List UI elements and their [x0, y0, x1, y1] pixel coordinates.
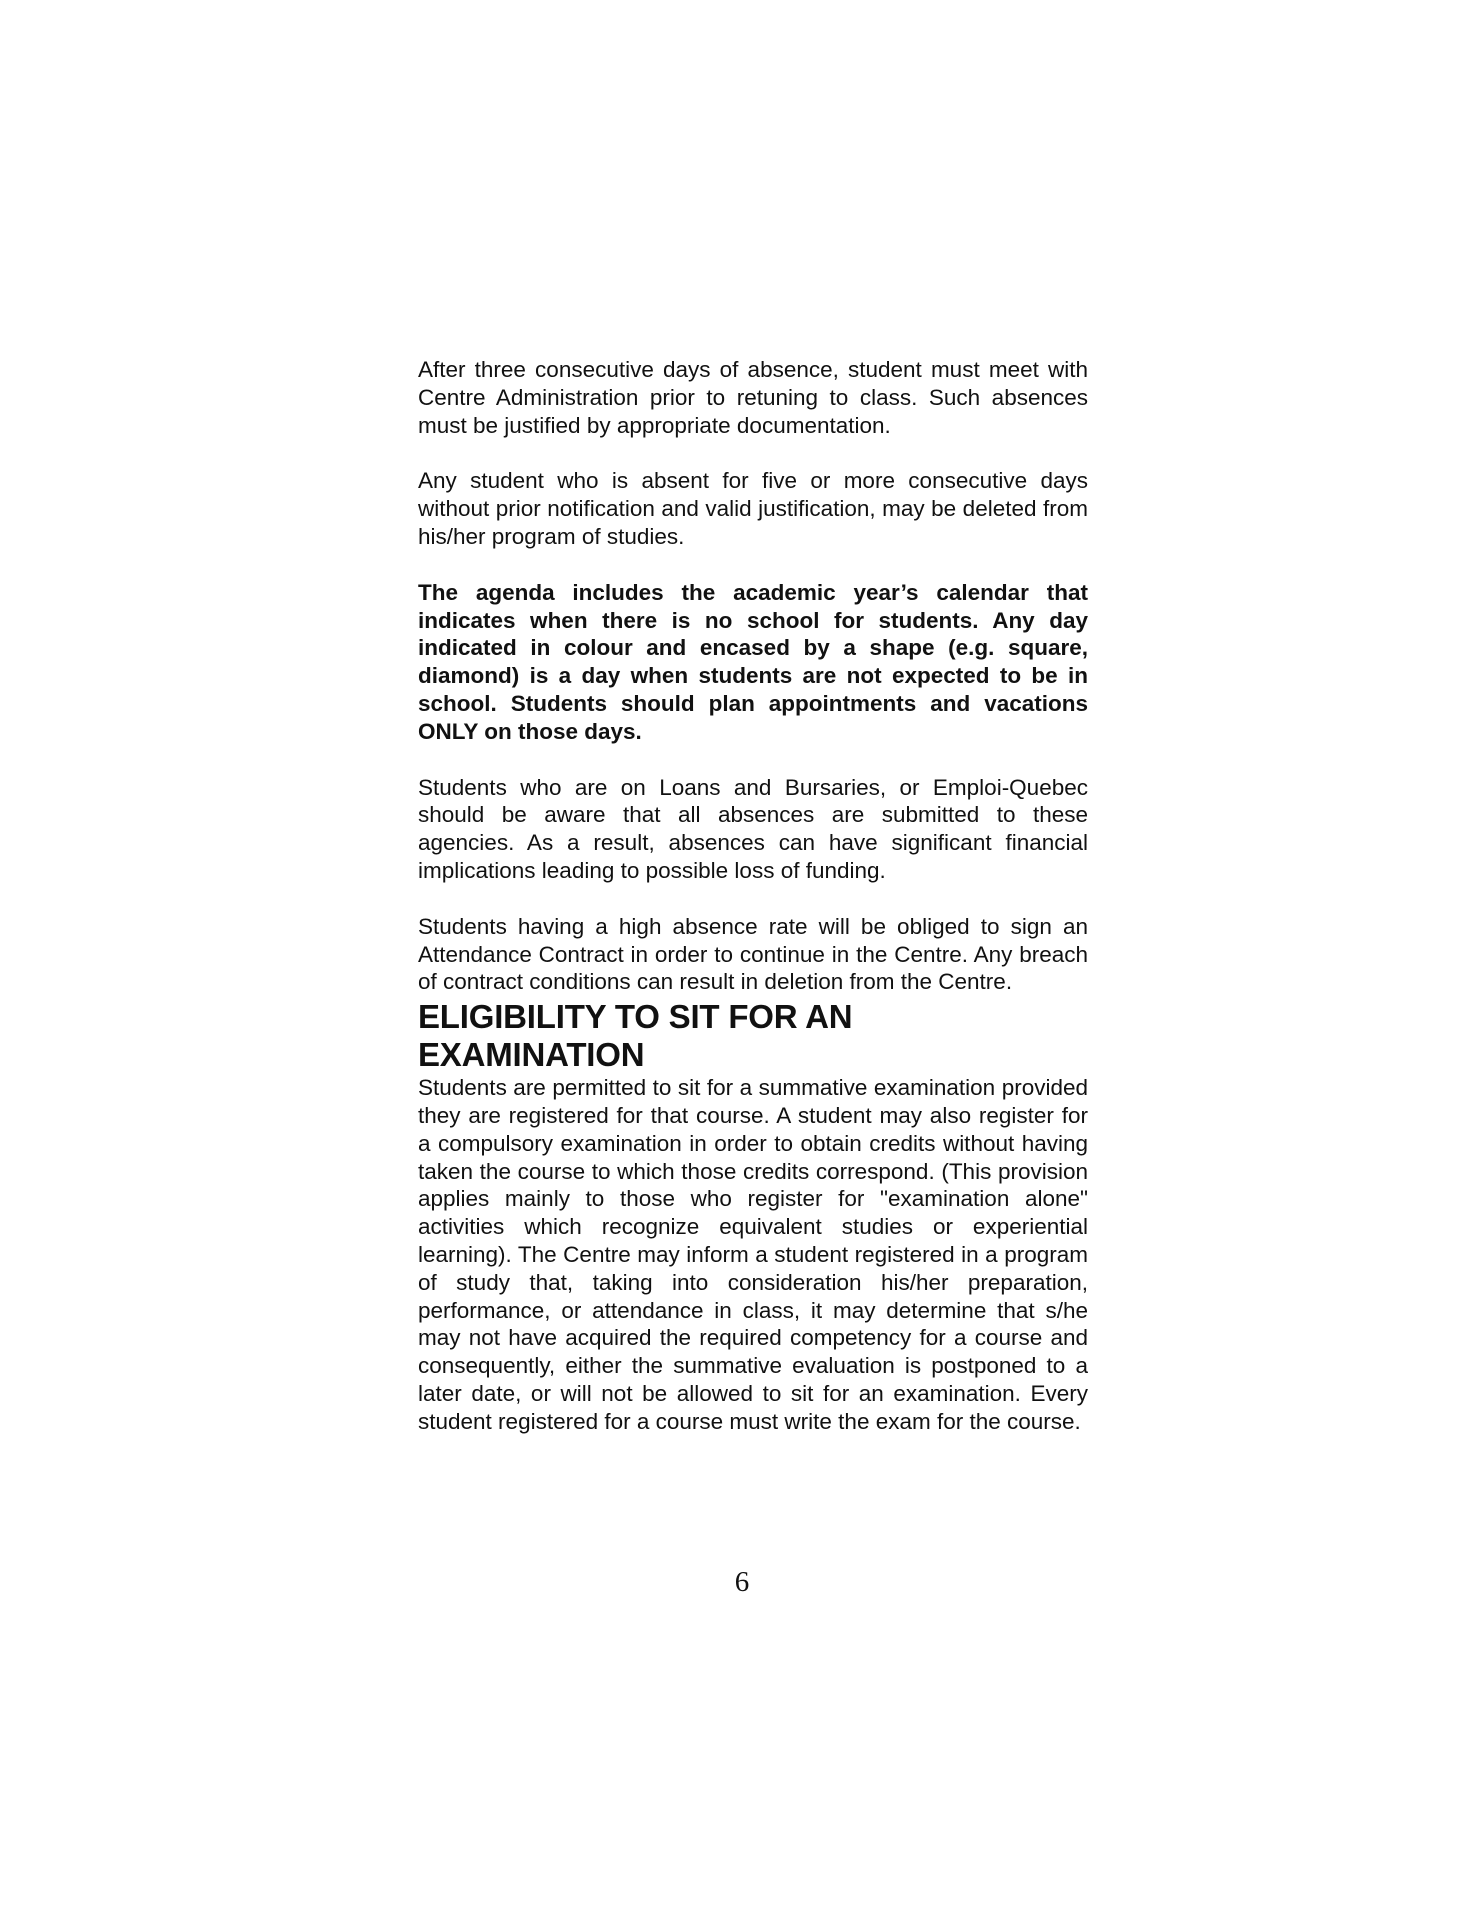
section-heading-line-1: ELIGIBILITY TO SIT FOR AN	[418, 998, 853, 1036]
paragraph-eligibility-body: Students are permitted to sit for a summative examination provided they are registered for that course. A student may also register for a compulsory examination in order to obtain credits without having taken the course to which those credits correspond. (This provision applies mainly to those who register for "examination alone" activities which recognize equivalent studies or experiential learning). The Centre may inform a student registered in a program of study that, taking into consideration his/her preparation, performance, or attendance in class, it may determine that s/he may not have acquired the required competency for a course and consequently, either the summative evaluation is postponed to a later date, or will not be allowed to sit for an examination. Every student registered for a course must write the exam for the course.	[418, 1075, 1088, 1434]
paragraph-absence-five-days: Any student who is absent for five or more consecutive days without prior notification and valid justification, may be deleted from his/her program of studies.	[418, 468, 1088, 549]
section-heading-eligibility	[418, 998, 1088, 1074]
paragraph-absence-three-days: After three consecutive days of absence, student must meet with Centre Administration prior to retuning to class. Such absences must be justified by appropriate documentation.	[418, 357, 1088, 438]
page-number: 6	[734, 1566, 750, 1598]
paragraph-agenda-calendar: The agenda includes the academic year’s calendar that indicates when there is no school for students. Any day indicated in colour and encased by a shape (e.g. square, diamond) is a day when students are not expected to be in school. Students should plan appointments and vacations ONLY on those days.	[418, 579, 1088, 744]
section-heading-line-2: EXAMINATION	[418, 1036, 645, 1074]
paragraph-attendance-contract: Students having a high absence rate will be obliged to sign an Attendance Contract in order to continue in the Centre. Any breach of contract conditions can result in deletion from the Centre.	[418, 913, 1088, 995]
paragraph-loans-bursaries: Students who are on Loans and Bursaries, or Emploi-Quebec should be aware that all absences are submitted to these agencies. As a result, absences can have significant financial implications leading to possible loss of funding.	[418, 774, 1088, 883]
page-content	[418, 356, 1088, 1436]
